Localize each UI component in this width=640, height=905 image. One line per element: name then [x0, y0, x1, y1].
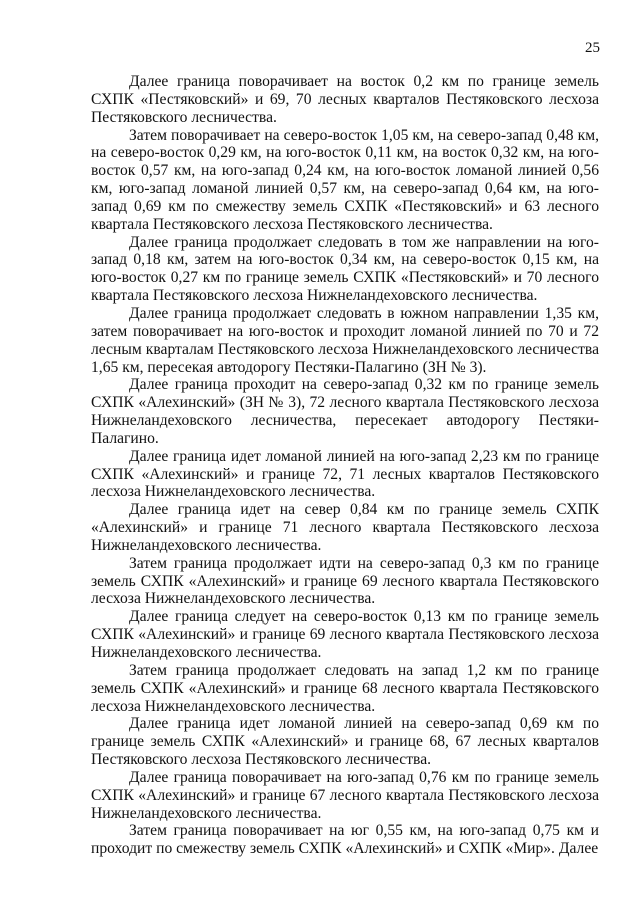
paragraph: Далее граница проходит на северо-запад 0,32 км по границе земель СХПК «Алехинский» (ЗН № 3), 72 лесного квартала Пестяковского лесхоза Нижнеландеховского лесничества, пересекает автодорогу Пестяки-Палагино.	[91, 376, 599, 447]
paragraph: Далее граница идет на север 0,84 км по границе земель СХПК «Алехинский» и границе 71 лесного квартала Пестяковского лесхоза Нижнеландеховского лесничества.	[91, 501, 599, 554]
paragraph: Далее граница идет ломаной линией на юго-запад 2,23 км по границе СХПК «Алехинский» и границе 72, 71 лесных кварталов Пестяковского лесхоза Нижнеландеховского лесничества.	[91, 447, 599, 501]
paragraph: Затем граница поворачивает на юг 0,55 км, на юго-запад 0,75 км и проходит по смежеству земель СХПК «Алехинский» и СХПК «Мир». Далее	[91, 822, 599, 858]
paragraph: Далее граница поворачивает на восток 0,2 км по границе земель СХПК «Пестяковский» и 69, 70 лесных кварталов Пестяковского лесхоза Пестяковского лесничества.	[91, 73, 599, 126]
paragraph: Далее граница продолжает следовать в южном направлении 1,35 км, затем поворачивает на юго-восток и проходит ломаной линией по 70 и 72 лесным кварталам Пестяковского лесхоза Нижнеландеховского лесничества 1,65 км, пересекая автодорогу Пестяки-Палагино (ЗН № 3).	[91, 304, 599, 376]
paragraph: Далее граница идет ломаной линией на северо-запад 0,69 км по границе земель СХПК «Алехинский» и границе 68, 67 лесных кварталов Пестяковского лесхоза Пестяковского лесничества.	[91, 715, 599, 769]
paragraph: Далее граница следует на северо-восток 0,13 км по границе земель СХПК «Алехинский» и границе 69 лесного квартала Пестяковского лесхоза Нижнеландеховского лесничества.	[91, 608, 599, 661]
paragraph: Затем граница продолжает идти на северо-запад 0,3 км по границе земель СХПК «Алехинский» и границе 69 лесного квартала Пестяковского лесхоза Нижнеландеховского лесничества.	[91, 554, 599, 608]
paragraph: Далее граница поворачивает на юго-запад 0,76 км по границе земель СХПК «Алехинский» и границе 67 лесного квартала Пестяковского лесхоза Нижнеландеховского лесничества.	[91, 768, 599, 822]
paragraph: Затем поворачивает на северо-восток 1,05 км, на северо-запад 0,48 км, на северо-восток 0,29 км, на юго-восток 0,11 км, на восток 0,32 км, на юго-восток 0,57 км, на юго-запад 0,24 км, на юго-восток ломаной линией 0,56 км, юго-запад ломаной линией 0,57 км, на северо-запад 0,64 км, на юго-запад 0,69 км по смежеству земель СХПК «Пестяковский» и 63 лесного квартала Пестяковского лесхоза Пестяковского лесничества.	[91, 126, 599, 233]
paragraph: Затем граница продолжает следовать на запад 1,2 км по границе земель СХПК «Алехинский» и границе 68 лесного квартала Пестяковского лесхоза Нижнеландеховского лесничества.	[91, 661, 599, 715]
paragraph: Далее граница продолжает следовать в том же направлении на юго-запад 0,18 км, затем на юго-восток 0,34 км, на северо-восток 0,15 км, на юго-восток 0,27 км по границе земель СХПК «Пестяковский» и 70 лесного квартала Пестяковского лесхоза Нижнеландеховского лесничества.	[91, 233, 599, 305]
document-body	[91, 73, 599, 858]
page-number: 25	[585, 40, 600, 56]
